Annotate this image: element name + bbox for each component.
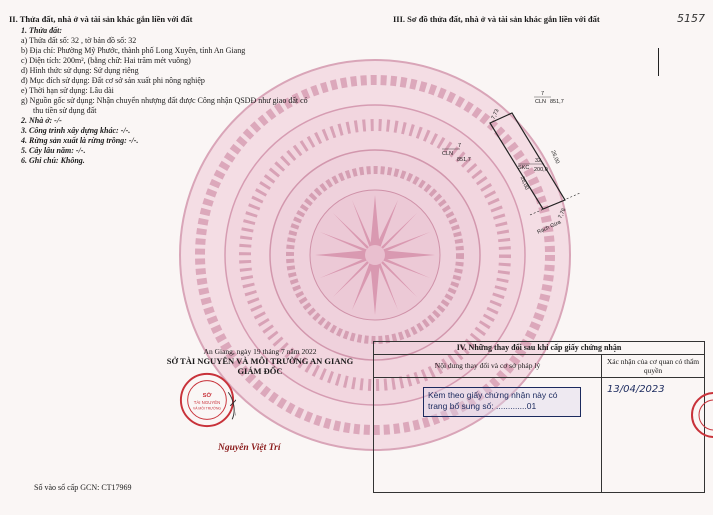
side-right-length: 26,00 bbox=[549, 149, 561, 165]
changes-table bbox=[373, 341, 705, 493]
cln-top-area: 851,7 bbox=[550, 99, 564, 105]
svg-text:SỞ: SỞ bbox=[202, 393, 212, 400]
land-line-c: c) Diện tích: 200m², (bằng chữ: Hai trăm mét vuông) bbox=[21, 56, 191, 65]
item-perennial: 5. Cây lâu năm: -/-. bbox=[21, 146, 86, 155]
cln-top-label: CLN bbox=[535, 99, 547, 105]
diagram-heading: III. Sơ đồ thửa đất, nhà ở và tài sản khác gắn liền với đất bbox=[393, 14, 600, 24]
col-change-content: Nội dung thay đổi và cơ sở pháp lý bbox=[374, 355, 602, 377]
changes-table-title: IV. Những thay đổi sau khi cấp giấy chứng nhận bbox=[374, 342, 704, 355]
supplement-page-stamp: Kèm theo giấy chứng nhận này có trang bổ sung số: .............01 bbox=[423, 387, 581, 417]
col-authority-confirmation: Xác nhận của cơ quan có thẩm quyền bbox=[606, 357, 700, 375]
north-tick-mark bbox=[658, 48, 659, 76]
land-line-g-cont: thu tiền sử dụng đất bbox=[33, 106, 97, 115]
item-house: 2. Nhà ở: -/- bbox=[21, 116, 62, 125]
item-note: 6. Ghi chú: Không. bbox=[21, 156, 85, 165]
official-red-seal bbox=[178, 371, 236, 429]
signature-block bbox=[140, 347, 380, 376]
signer-name: Nguyễn Việt Trí bbox=[218, 443, 281, 453]
cln-left-area: 851,7 bbox=[457, 157, 471, 163]
land-line-g: g) Nguồn gốc sử dụng: Nhận chuyển nhượng đất được Công nhận QSDĐ như giao đất có bbox=[21, 96, 308, 105]
svg-text:TÀI NGUYÊN: TÀI NGUYÊN bbox=[193, 399, 221, 405]
cln-top-num: 7 bbox=[541, 91, 545, 97]
parcel-area: 200,0 bbox=[534, 167, 548, 173]
land-line-d: d) Hình thức sử dụng: Sử dụng riêng bbox=[21, 66, 139, 75]
land-line-e: e) Thời hạn sử dụng: Lâu dài bbox=[21, 86, 114, 95]
svg-text:VÀ MÔI TRƯỜNG: VÀ MÔI TRƯỜNG bbox=[192, 406, 222, 411]
partial-red-seal bbox=[690, 380, 713, 450]
issue-date: An Giang, ngày 19 tháng 7 năm 2022 bbox=[203, 347, 317, 356]
road-label: Rạch Gừa bbox=[536, 219, 563, 236]
side-top-length: 7,73 bbox=[490, 108, 501, 121]
side-bottom-length: 7,76 bbox=[557, 207, 568, 220]
changes-table-header bbox=[374, 355, 704, 378]
cln-left-label: CLN bbox=[442, 151, 454, 157]
parcel-code: SKC bbox=[518, 165, 530, 171]
corner-handwritten-number: 5157 bbox=[677, 12, 705, 25]
confirmation-date: 13/04/2023 bbox=[607, 384, 665, 395]
signer-position: GIÁM ĐỐC bbox=[237, 366, 283, 376]
cln-left-num: 7 bbox=[458, 143, 462, 149]
section-heading: II. Thửa đất, nhà ở và tài sản khác gắn liền với đất bbox=[9, 14, 193, 24]
register-number: Số vào sổ cấp GCN: CT17969 bbox=[34, 483, 132, 492]
item-forest: 4. Rừng sản xuất là rừng trồng: -/-. bbox=[21, 136, 139, 145]
land-line-dd: đ) Mục đích sử dụng: Đất cơ sở sản xuất phi nông nghiệp bbox=[21, 76, 205, 85]
land-line-a: a) Thửa đất số: 32 , tờ bản đồ số: 32 bbox=[21, 36, 137, 45]
land-heading: 1. Thửa đất: bbox=[21, 26, 63, 35]
item-construction: 3. Công trình xây dựng khác: -/-. bbox=[21, 126, 131, 135]
land-line-b: b) Địa chỉ: Phường Mỹ Phước, thành phố Long Xuyên, tỉnh An Giang bbox=[21, 46, 246, 55]
parcel-diagram bbox=[430, 85, 660, 240]
land-info-section bbox=[9, 14, 369, 166]
parcel-num: 32 bbox=[535, 158, 542, 164]
side-left-length: 26,00 bbox=[518, 175, 530, 191]
table-divider bbox=[601, 377, 602, 492]
issuing-org: SỞ TÀI NGUYÊN VÀ MÔI TRƯỜNG AN GIANG bbox=[166, 356, 354, 366]
